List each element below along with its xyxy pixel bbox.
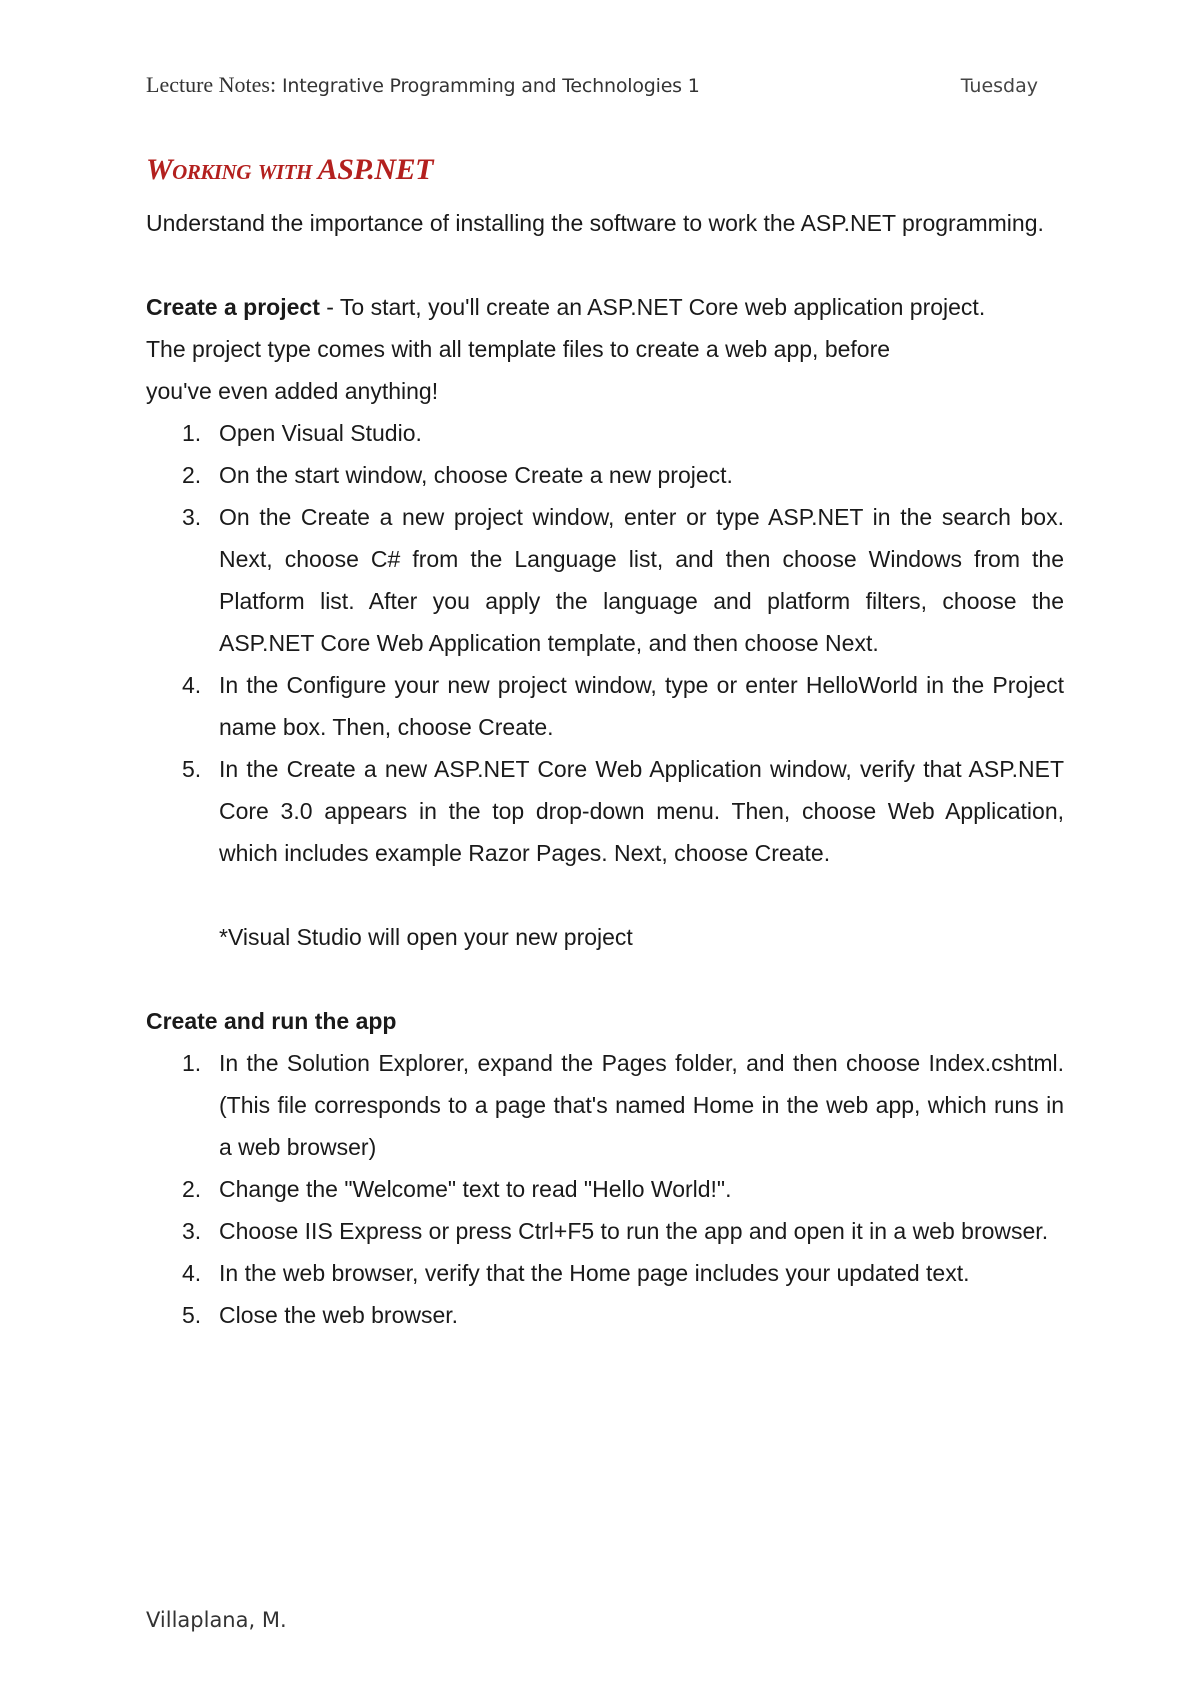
header-course-title [146,72,700,98]
create-run-heading: Create and run the app [146,1008,397,1034]
create-project-text-3: you've even added anything! [146,378,439,404]
list-number: 5. [182,1302,202,1328]
spacer [146,244,1064,286]
create-project-text-2: The project type comes with all template files to create a web app, before [146,336,891,362]
list-text: Change the "Welcome" text to read "Hello World!". [219,1176,732,1202]
create-project-steps [146,412,1064,874]
list-text: In the web browser, verify that the Home page includes your updated text. [219,1260,970,1286]
spacer [146,958,1064,1000]
list-number: 4. [182,672,202,698]
list-text: Choose IIS Express or press Ctrl+F5 to run the app and open it in a web browser. [219,1218,1049,1244]
list-item [146,1252,1064,1294]
header-prefix: Lecture Notes: [146,72,277,97]
list-text: On the Create a new project window, enter or type ASP.NET in the search box. Next, choose C# from the Language list, and then choose Windows from the Platform list. After you apply the language and platform filters, choose the ASP.NET Core Web Application template, and then choose Next. [219,504,1064,656]
list-number: 4. [182,1260,202,1286]
list-number: 5. [182,756,202,782]
list-text: Open Visual Studio. [219,420,422,446]
list-item [146,1042,1064,1168]
list-item [146,1294,1064,1336]
list-text: Close the web browser. [219,1302,459,1328]
list-number: 2. [182,1176,202,1202]
list-number: 3. [182,1218,202,1244]
spacer [146,874,1064,916]
project-note: *Visual Studio will open your new project [219,924,633,950]
list-text: In the Configure your new project window, type or enter HelloWorld in the Project name box. Then, choose Create. [219,672,1064,740]
document-body [146,150,1064,1336]
header-day: Tuesday [960,75,1038,97]
list-number: 1. [182,1050,202,1076]
page-header [146,72,1038,98]
create-project-paragraph [146,286,1064,412]
create-project-label: Create a project [146,294,320,320]
list-text: On the start window, choose Create a new project. [219,462,733,488]
page-footer-author: Villaplana, M. [146,1608,287,1632]
list-text: In the Solution Explorer, expand the Pages folder, and then choose Index.cshtml. (This file corresponds to a page that's named Home in the web app, which runs in a web browser) [219,1050,1064,1160]
create-run-steps [146,1042,1064,1336]
list-item [146,412,1064,454]
create-project-text-1: - To start, you'll create an ASP.NET Core web application project. [319,294,986,320]
list-item [146,748,1064,874]
list-item [146,454,1064,496]
list-text: In the Create a new ASP.NET Core Web Application window, verify that ASP.NET Core 3.0 appears in the top drop-down menu. Then, choose Web Application, which includes example Razor Pages. Next, choose Create. [219,756,1064,866]
list-number: 2. [182,462,202,488]
list-item [146,1210,1064,1252]
header-course: Integrative Programming and Technologies 1 [276,75,700,97]
list-item [146,1168,1064,1210]
list-number: 1. [182,420,202,446]
list-item [146,664,1064,748]
intro-paragraph: Understand the importance of installing the software to work the ASP.NET programming. [146,210,1044,236]
page-title: Working with ASP.NET [146,153,433,186]
list-number: 3. [182,504,202,530]
list-item [146,496,1064,664]
